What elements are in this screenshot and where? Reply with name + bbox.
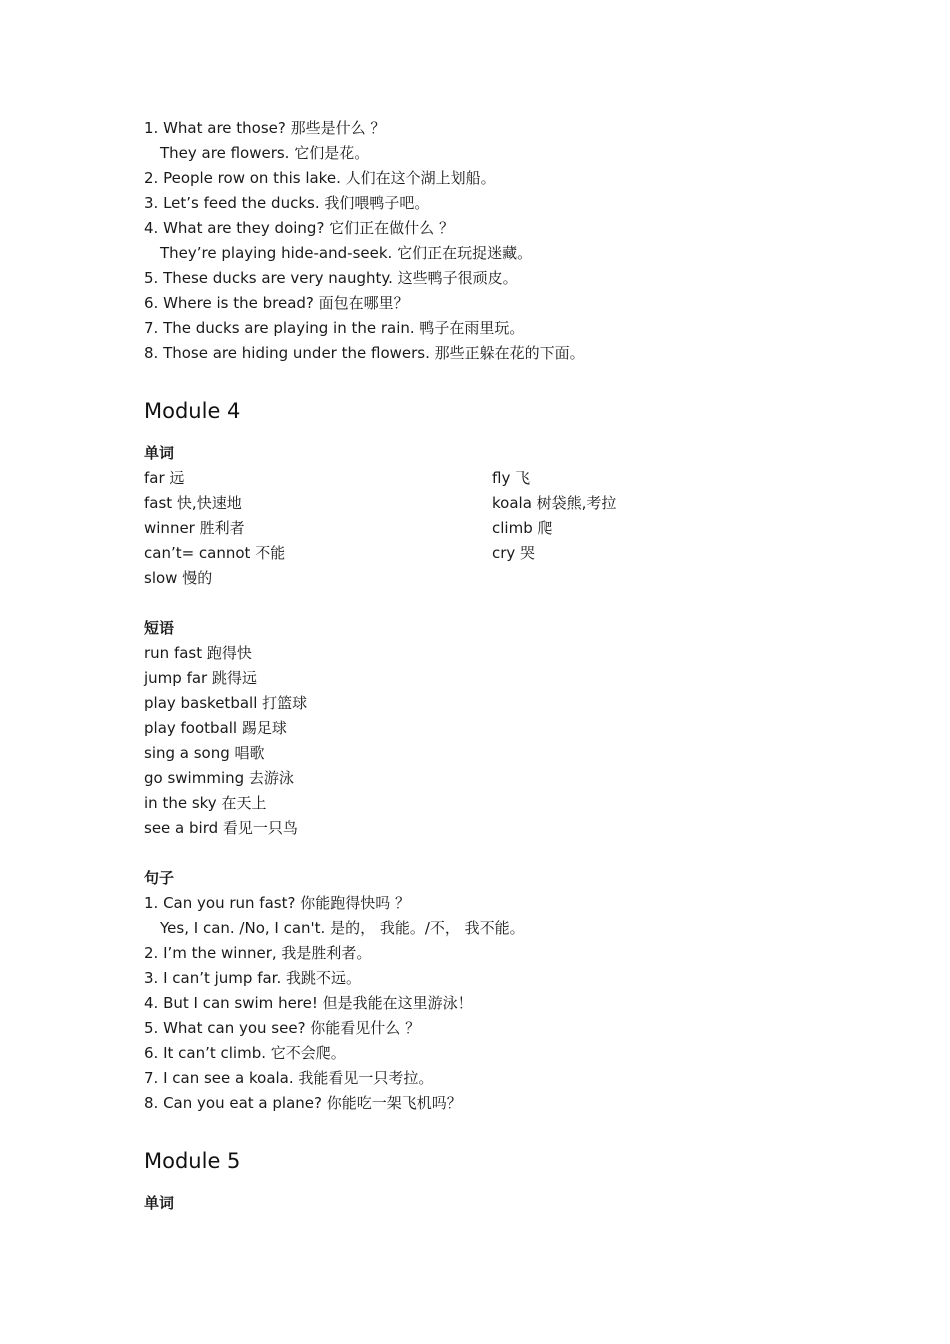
sentence-line: 1. Can you run fast? 你能跑得快吗 ？ [144, 894, 410, 912]
phrase-item: see a bird 看见一只鸟 [144, 819, 298, 837]
sentence-line: 2. People row on this lake. 人们在这个湖上划船。 [144, 169, 496, 187]
module-4-word-list [144, 466, 844, 591]
sentence-line: 4. But I can swim here! 但是我能在这里游泳！ [144, 994, 473, 1012]
phrase-item: play basketball 打篮球 [144, 694, 308, 712]
word-item: slow 慢的 [144, 569, 213, 587]
word-item: can’t= cannot 不能 [144, 544, 286, 562]
sentence-line: 7. I can see a koala. 我能看见一只考拉。 [144, 1069, 434, 1087]
module-4-words-label: 单词 [144, 444, 175, 462]
word-item: climb 爬 [492, 519, 553, 537]
module-4-phrases-label: 短语 [144, 619, 175, 637]
module-5-title: Module 5 [144, 1149, 241, 1173]
sentence-answer-line: Yes, I can. /No, I can't. 是的， 我能。/不， 我不能。 [160, 919, 525, 937]
word-item: far 远 [144, 469, 185, 487]
sentence-answer-line: They’re playing hide-and-seek. 它们正在玩捉迷藏。 [160, 244, 533, 262]
sentence-line: 8. Can you eat a plane? 你能吃一架飞机吗？ [144, 1094, 462, 1112]
document-page [144, 116, 844, 1216]
sentence-line: 5. What can you see? 你能看见什么 ？ [144, 1019, 421, 1037]
phrase-item: jump far 跳得远 [144, 669, 257, 687]
phrase-item: in the sky 在天上 [144, 794, 267, 812]
sentence-line: 7. The ducks are playing in the rain. 鸭子在雨里玩。 [144, 319, 525, 337]
word-column-left [144, 466, 484, 591]
word-item: fly 飞 [492, 469, 531, 487]
phrase-item: go swimming 去游泳 [144, 769, 294, 787]
sentence-line: 3. I can’t jump far. 我跳不远。 [144, 969, 362, 987]
phrase-item: sing a song 唱歌 [144, 744, 265, 762]
word-column-right [492, 466, 832, 566]
sentence-line: 4. What are they doing? 它们正在做什么 ？ [144, 219, 454, 237]
module-5-words-label: 单词 [144, 1194, 175, 1212]
intro-sentences [144, 116, 844, 366]
sentence-line: 8. Those are hiding under the flowers. 那些正躲在花的下面。 [144, 344, 585, 362]
word-item: koala 树袋熊,考拉 [492, 494, 617, 512]
sentence-answer-line: They are flowers. 它们是花。 [160, 144, 370, 162]
module-4-sentences-label: 句子 [144, 869, 175, 887]
sentence-line: 6. Where is the bread? 面包在哪里？ [144, 294, 409, 312]
module-4-sentence-list [144, 891, 844, 1116]
sentence-line: 6. It can’t climb. 它不会爬。 [144, 1044, 346, 1062]
sentence-line: 5. These ducks are very naughty. 这些鸭子很顽皮。 [144, 269, 518, 287]
phrase-item: play football 踢足球 [144, 719, 287, 737]
module-4-phrase-list [144, 641, 844, 841]
sentence-line: 1. What are those? 那些是什么 ？ [144, 119, 386, 137]
module-4-title: Module 4 [144, 399, 241, 423]
word-item: cry 哭 [492, 544, 536, 562]
sentence-line: 3. Let’s feed the ducks. 我们喂鸭子吧。 [144, 194, 430, 212]
word-item: fast 快,快速地 [144, 494, 242, 512]
sentence-line: 2. I’m the winner, 我是胜利者。 [144, 944, 372, 962]
phrase-item: run fast 跑得快 [144, 644, 252, 662]
word-item: winner 胜利者 [144, 519, 245, 537]
